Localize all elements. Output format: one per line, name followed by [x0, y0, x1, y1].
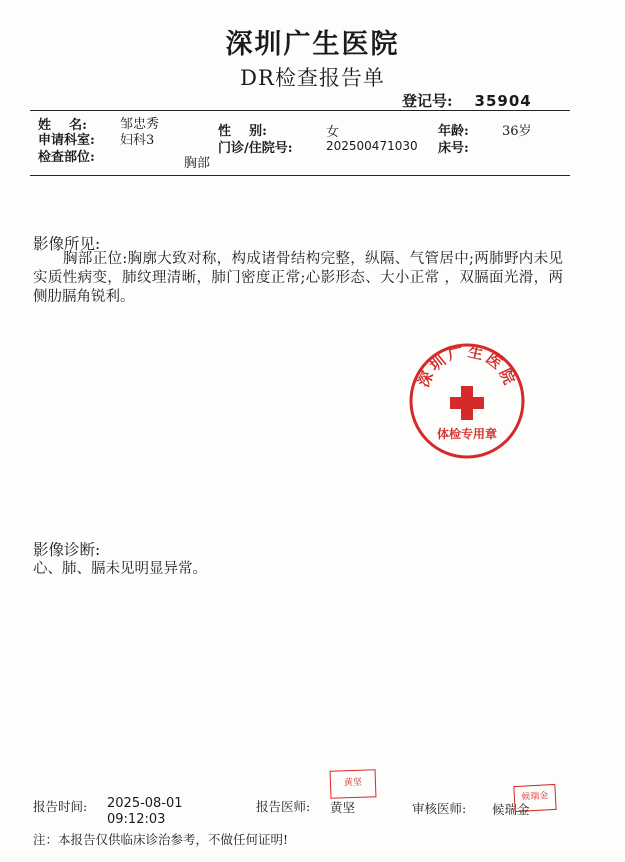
header-rule-bottom: [30, 175, 570, 176]
seal-text: 深圳广生医院: [414, 342, 520, 390]
header-rule-top: [30, 110, 570, 111]
patient-dept: 妇科3: [120, 133, 155, 148]
diagnosis-text: 心、肺、膈未见明显异常。: [33, 561, 207, 577]
reviewer-name: 候瑞金: [492, 802, 530, 817]
clinic-number: 202500471030: [326, 139, 418, 153]
report-doctor-label: 报告医师:: [256, 799, 311, 814]
report-time-label: 报告时间:: [33, 799, 88, 814]
report-time: 09:12:03: [107, 812, 166, 827]
svg-text:深圳广生医院: [414, 342, 519, 389]
hospital-seal-icon: [408, 342, 526, 460]
dept-label: 申请科室:: [38, 133, 95, 148]
patient-name: 邹忠秀: [120, 117, 160, 132]
hospital-name: 深圳广生医院: [225, 29, 400, 60]
patient-age: 36岁: [502, 124, 532, 139]
part-label: 检查部位:: [38, 150, 95, 165]
doctor-stamp-icon: 黄坚: [330, 769, 377, 799]
patient-gender: 女: [326, 125, 340, 140]
bed-label: 床号:: [438, 141, 469, 156]
clinic-label: 门诊/住院号:: [218, 141, 293, 156]
findings-text: 胸部正位:胸廓大致对称，构成诸骨结构完整，纵隔、气管居中;两肺野内未见实质性病变，肺纹理清晰，肺门密度正常;心影形态、大小正常 ，双膈面光滑，两侧肋膈角锐利。: [33, 251, 563, 305]
findings-heading: 影像所见:: [33, 235, 101, 253]
reviewer-label: 审核医师:: [412, 801, 467, 816]
registration-value: 35904: [474, 92, 532, 110]
age-label: 年龄:: [438, 124, 469, 139]
report-title: DR检查报告单: [240, 66, 385, 90]
name-label: 姓 名:: [38, 118, 87, 133]
seal-bottom-text: 体检专用章: [436, 427, 498, 441]
exam-part: 胸部: [184, 156, 211, 171]
disclaimer-note: 注：本报告仅供临床诊治参考，不做任何证明!: [33, 832, 289, 847]
reviewer-stamp-icon: 候瑞金: [513, 784, 556, 812]
registration-label: 登记号:: [402, 92, 453, 110]
registration-number: [402, 90, 532, 111]
report-doctor: 黄坚: [330, 800, 356, 815]
report-date: 2025-08-01: [107, 796, 183, 811]
gender-label: 性 别:: [218, 124, 267, 139]
diagnosis-heading: 影像诊断:: [33, 541, 101, 559]
